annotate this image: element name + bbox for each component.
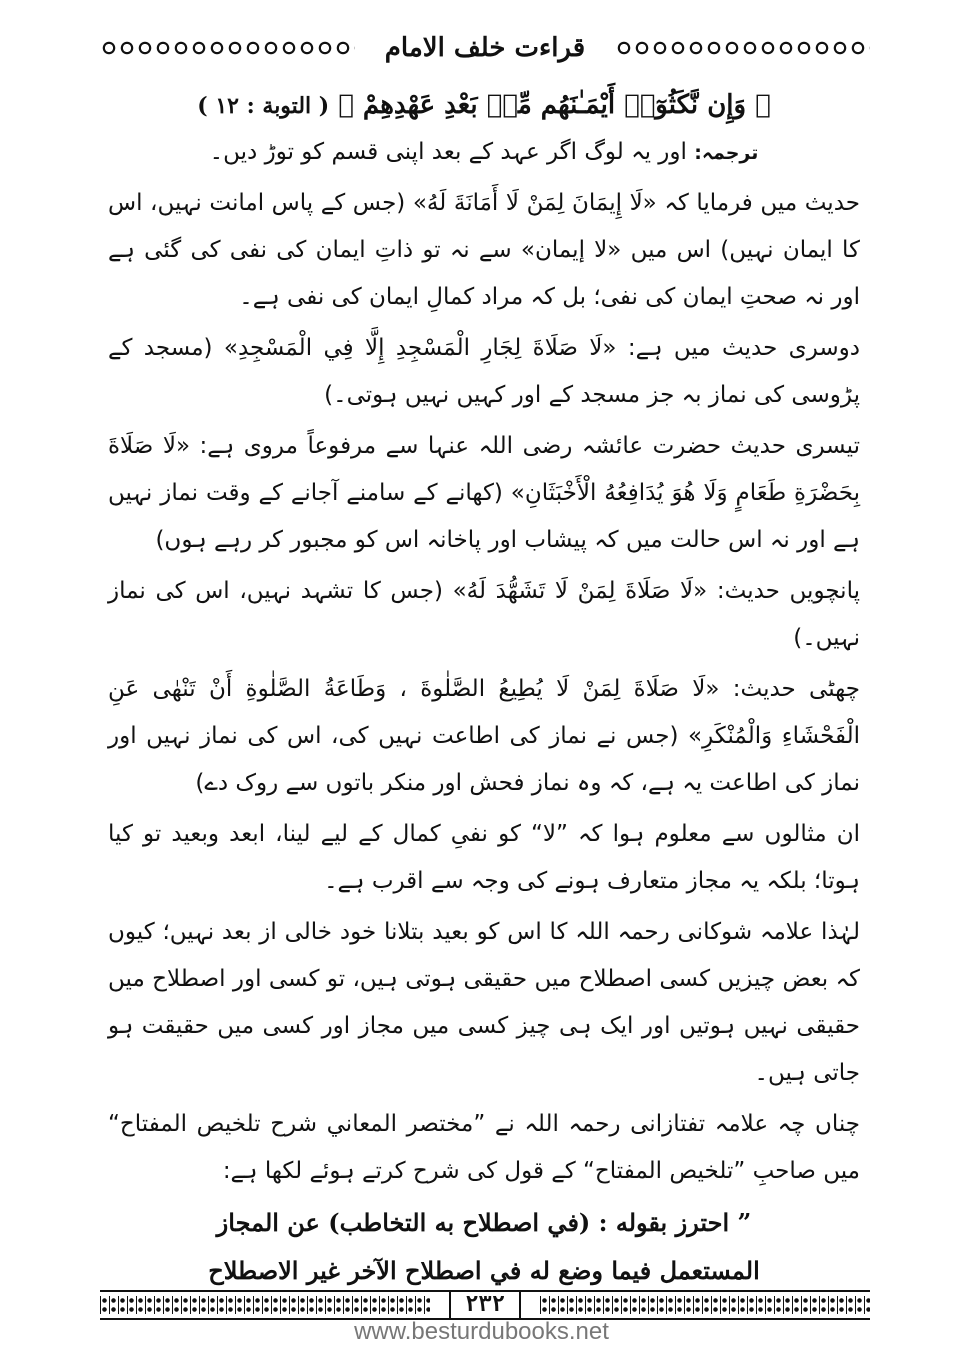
paragraph-4: پانچویں حدیث: «لَا صَلَاةَ لِمَنْ لَا تَشَهُّدَ لَهُ» (جس کا تشہد نہیں، اس کی نماز نہیں۔) (108, 578, 860, 651)
page-header (100, 28, 870, 68)
paragraph-1: حدیث میں فرمایا کہ «لَا إِيمَانَ لِمَنْ لَا أَمَانَةَ لَهُ» (جس کے پاس امانت نہیں، اس کا ایمان نہیں) اس میں «لا إیمان» سے نہ تو ذاتِ ایمان کی نفی کی گئی ہے اور نہ صحتِ ایمان کی نفی؛ بل کہ مراد کمالِ ایمان کی نفی ہے۔ (108, 190, 860, 310)
arabic-quote-line-1: ” احترز بقوله : (في اصطلاح به التخاطب) عن المجاز (216, 1208, 752, 1237)
page-footer (100, 1290, 870, 1320)
translation-text: اور یہ لوگ اگر عہد کے بعد اپنی قسم کو توڑ دیں۔ (209, 139, 687, 165)
website-watermark: www.besturdubooks.net (354, 1318, 609, 1345)
paragraph-2: دوسری حدیث میں ہے: «لَا صَلَاةَ لِجَارِ الْمَسْجِدِ إِلَّا فِي الْمَسْجِدِ» (مسجد کے پڑوسی کی نماز بہ جز مسجد کے اور کہیں نہیں ہوتی۔) (108, 335, 860, 408)
quranic-verse (108, 82, 860, 129)
paragraph-7: لہٰذا علامہ شوکانی رحمہ اللہ کا اس کو بعید بتلانا خود خالی از بعد نہیں؛ کیوں کہ بعض چیزیں کسی اصطلاح میں حقیقی ہوتی ہیں، تو کسی اور اصطلاح میں حقیقی نہیں ہوتیں اور ایک ہی چیز کسی میں مجاز اور کسی میں حقیقت ہو جاتی ہیں۔ (108, 919, 860, 1086)
paragraph-3: تیسری حدیث حضرت عائشہ رضی اللہ عنہا سے مرفوعاً مروی ہے: «لَا صَلَاةَ بِحَضْرَةِ طَعَامٍ وَلَا هُوَ يُدَافِعُهُ الْأَخْبَثَانِ» (کھانے کے سامنے آجانے کے وقت نماز نہیں ہے اور نہ اس حالت میں کہ پیشاب اور پاخانہ اس کو مجبور کر رہے ہوں) (108, 433, 860, 553)
verse-reference: ( التوبة : ١٢ ) (197, 93, 330, 119)
footer-ornament-left (100, 1296, 430, 1314)
running-title: قراءت خلف الامام (384, 33, 586, 63)
header-ornament-left (100, 37, 355, 59)
paragraph-5: چھٹی حدیث: «لَا صَلَاةَ لِمَنْ لَا يُطِيعُ الصَّلٰوةَ ، وَطَاعَةُ الصَّلٰوةِ أَنْ تَنْهٰى عَنِ الْفَحْشَاءِ وَالْمُنْكَرِ» (جس نے نماز کی اطاعت نہیں کی، اس کی نماز نہیں اور نماز کی اطاعت یہ ہے، کہ وہ نماز فحش اور منکر باتوں سے روک دے) (108, 676, 860, 796)
footer-ornament-right (540, 1296, 870, 1314)
verse-translation (108, 131, 860, 174)
translation-label: ترجمہ: (694, 142, 759, 164)
page-body (108, 82, 860, 1295)
arabic-quote-line-2: المستعمل فيما وضع له في اصطلاح الآخر غير الاصطلاح (208, 1256, 760, 1285)
header-ornament-right (615, 37, 870, 59)
verse-text: ﴿ وَإِن نَّكَثُوٓا۟ أَيْمَـٰنَهُم مِّنۢ بَعْدِ عَهْدِهِمْ ﴾ (338, 90, 771, 120)
page-number: ٢٣٢ (449, 1292, 521, 1318)
paragraph-6: ان مثالوں سے معلوم ہوا کہ ”لا“ کو نفیِ کمال کے لیے لینا، ابعد وبعید تو کیا ہوتا؛ بلکہ یہ مجاز متعارف ہونے کی وجہ سے اقرب ہے۔ (108, 821, 860, 894)
paragraph-8: چناں چہ علامہ تفتازانی رحمہ اللہ نے ”مختصر المعاني شرح تلخيص المفتاح“ میں صاحبِ ”تلخيص المفتاح“ کے قول کی شرح کرتے ہوئے لکھا ہے: (108, 1111, 860, 1184)
